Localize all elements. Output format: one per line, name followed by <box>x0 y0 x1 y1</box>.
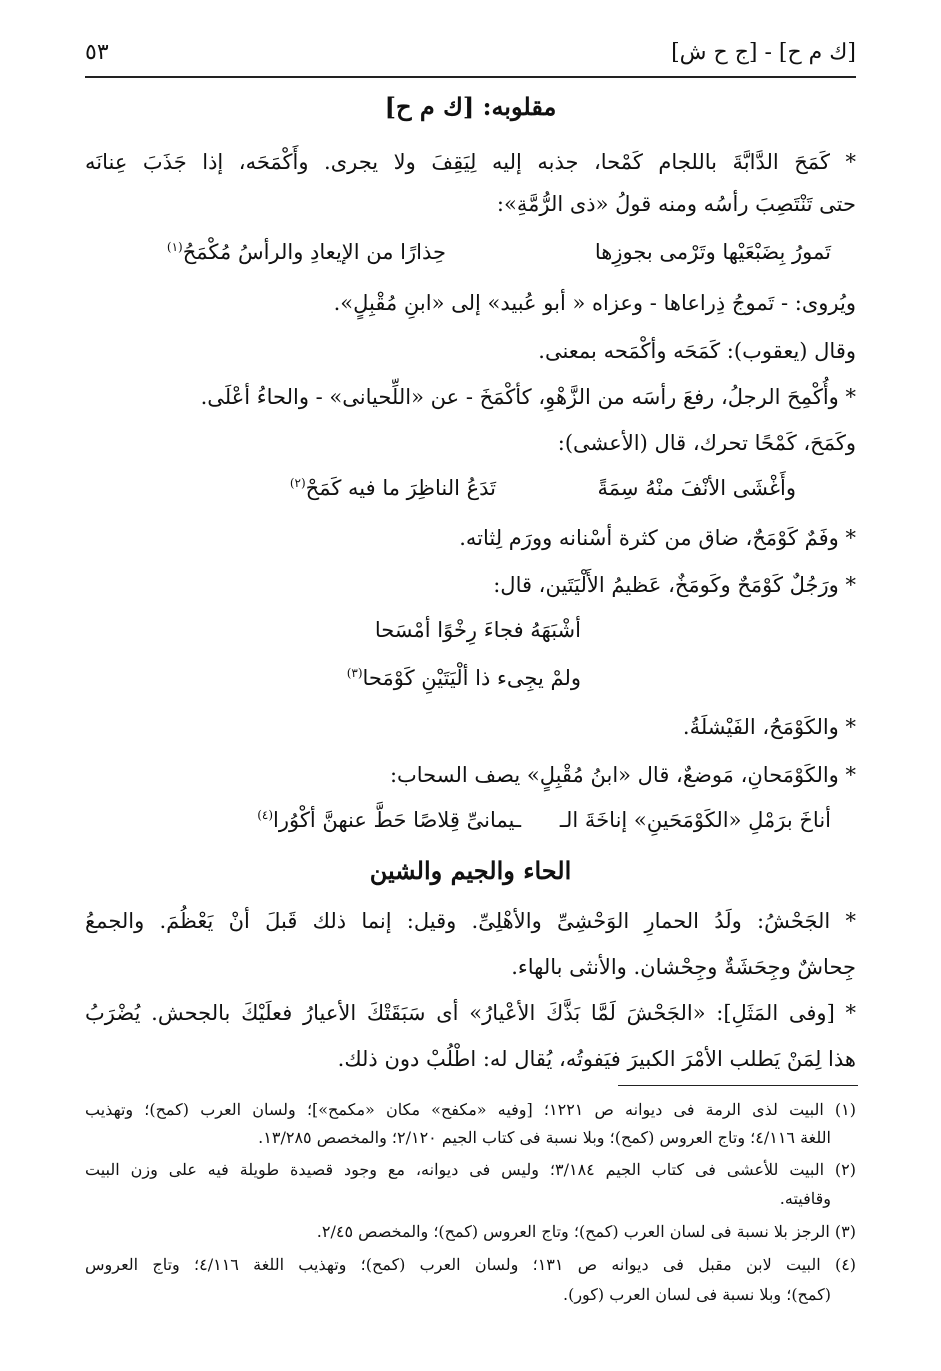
verse-first-hemistich: أناخَ برَمْلِ «الكَوْمَحَينِ» إناخَةَ الـ <box>559 808 831 832</box>
footnote-divider <box>618 1085 858 1086</box>
footnote-marker: (٣) <box>346 666 363 680</box>
footnote-line: (٤) البيت لابن مقبل فى ديوانه ص ١٣١؛ ولسان العرب (كمح)؛ وتهذيب اللغة ٤/١١٦؛ وتاج العروس <box>85 1255 857 1274</box>
verse-second-hemistich <box>290 476 496 500</box>
text-line: * وفَمٌ كَوْمَحٌ، ضاق من كثرة أسْنانه وورَم لِثاته. <box>459 526 856 550</box>
text-line: ويُروى: - تَموجُ ذِراعاها - وعزاه « أبو عُبيد» إلى «ابنِ مُقْبِلٍ». <box>333 291 856 315</box>
running-head: [ك م ح] - [ج ح ش] <box>671 40 856 65</box>
text-line: * والكَوْمَحُ، الفَيْشلَةُ. <box>682 715 856 739</box>
section-title-maqloob: مقلوبه: [ك م ح] <box>384 92 557 121</box>
text-line: * كَمَحَ الدَّابَّةَ باللجام كَمْحا، جذبه إليه لِيَقِفَ ولا يجرى. وأَكْمَحَه، إذا جَذَبَ عِنانَه <box>85 150 856 174</box>
verse-text: ـيمانىِّ قِلاصًا حَطَّ عنهنَّ أكْوُرا <box>273 808 521 832</box>
footnote-line: (كمح)؛ وبلا نسبة فى لسان العرب (كور). <box>562 1285 831 1304</box>
text-line: حتى تَنْتَصِبَ رأسُه ومنه قولُ «ذى الرُّمَّةِ»: <box>496 192 856 216</box>
text-line: * الجَحْشُ: ولَدُ الحمارِ الوَحْشِىِّ والأهْلِىِّ. وقيل: إنما ذلك قَبلَ أنْ يَعْظُمَ. والجمعُ <box>85 909 856 933</box>
footnote-marker: (٢) <box>289 476 306 490</box>
footnote-marker: (١) <box>166 240 183 254</box>
rajaz-line: أشْبَهَهُ فجاءَ رِخْوًا أمْسَحا <box>374 618 581 642</box>
verse-text: تَدَعُ الناظِرَ ما فيه كَمَحْ <box>305 476 496 500</box>
footnote-line: (١) البيت لذى الرمة فى ديوانه ص ١٢٢١؛ [وفيه «مكفح» مكان «مكمح»]؛ ولسان العرب (كمح)؛ وتهذيب <box>85 1100 857 1119</box>
verse-second-hemistich <box>257 808 521 832</box>
footnote-line: وقافيته. <box>779 1189 831 1208</box>
text-line: * وأُكْمِحَ الرجلُ، رفعَ رأسَه من الزَّهْوِ، كأكْمَخَ - عن «اللِّحيانى» - والحاءُ أعْلَى. <box>200 385 856 409</box>
footnote-line: اللغة ٤/١١٦؛ وتاج العروس (كمح)؛ وبلا نسبة فى كتاب الجيم ٢/١٢٠؛ والمخصص ١٣/٢٨٥. <box>258 1128 831 1147</box>
verse-first-hemistich: وأَغْشَى الأنْفَ منْهُ سِمَةً <box>597 476 796 500</box>
verse-first-hemistich: تَمورُ بِضَبْعَيْها وتَرْمى بجوزِها <box>594 240 831 264</box>
verse-text: حِذارًا من الإيعادِ والرأسُ مُكْمَحُ <box>182 240 446 264</box>
text-line: جِحاشٌ وجِحَشَةٌ وجِحْشان. والأنثى بالهاء. <box>511 955 856 979</box>
verse-second-hemistich <box>167 240 446 264</box>
text-line: هذا لِمَنْ يَطلب الأمْرَ الكبيرَ فيَفوتُه، يُقال له: اطْلُبْ دون ذلك. <box>337 1047 856 1071</box>
footnote-line: (٣) الرجز بلا نسبة فى لسان العرب (كمح)؛ وتاج العروس (كمح)؛ والمخصص ٢/٤٥. <box>316 1222 856 1241</box>
page-number: ٥٣ <box>85 40 109 65</box>
text-line: وكَمَحَ، كَمْحًا تحرك، قال (الأعشى): <box>557 431 856 455</box>
footnote-line: (٢) البيت للأعشى فى كتاب الجيم ٣/١٨٤؛ وليس فى ديوانه، مع وجود قصيدة طويلة فيه على وزن البيت <box>85 1160 857 1179</box>
text-line: * ورَجُلٌ كَوْمَحٌ وكَومَخٌ، عَظيمُ الأَلْيَتَين، قال: <box>493 573 856 597</box>
text-line: * والكَوْمَحانِ، مَوضعٌ، قال «ابنُ مُقْبِلٍ» يصف السحاب: <box>389 763 856 787</box>
footnote-marker: (٤) <box>257 808 274 822</box>
text-line: وقال (يعقوب): كَمَحَه وأكْمَحه بمعنى. <box>538 339 856 363</box>
text-line: * [وفى المَثَلِ]: «الجَحْشَ لَمَّا بَذَّكَ الأعْيارُ» أى سَبَقَتْكَ الأعيارُ فعلَيْكَ بالجحش. يُضْرَبُ <box>85 1001 856 1025</box>
page-header <box>85 36 856 78</box>
rajaz-line <box>347 666 581 690</box>
section-title-ha-jim-shin: الحاء والجيم والشين <box>369 856 572 885</box>
verse-text: ولمْ يجِىء ذا ألْيَتَيْنِ كَوْمَحا <box>362 666 581 690</box>
